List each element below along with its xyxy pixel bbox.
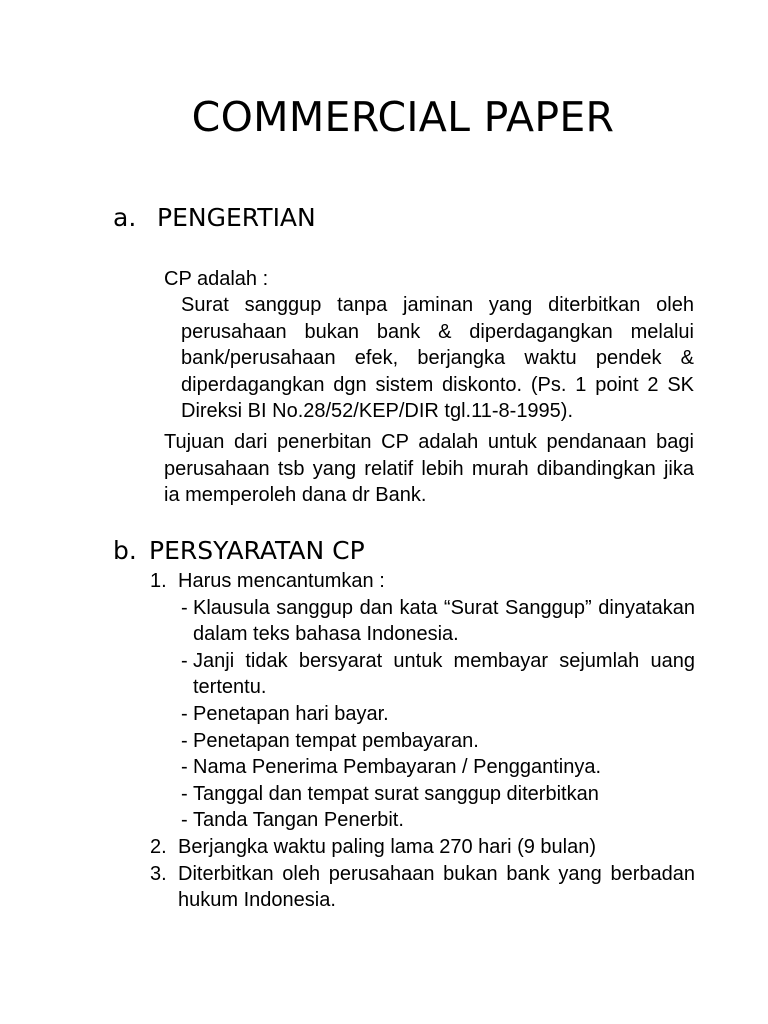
dash-bullet: - — [181, 756, 188, 779]
sub-requirement-item — [181, 781, 695, 808]
sub-requirement-item — [181, 807, 695, 834]
sub-requirement-text: Penetapan hari bayar. — [193, 702, 389, 725]
requirement-text: Diterbitkan oleh perusahaan bukan bank yang berbadan hukum Indonesia. — [178, 862, 695, 912]
dash-bullet: - — [181, 596, 188, 619]
page-title: COMMERCIAL PAPER — [191, 93, 615, 141]
requirement-sublist — [178, 595, 695, 834]
sub-requirement-item — [181, 754, 695, 781]
sub-requirement-item — [181, 648, 695, 701]
requirement-item — [150, 834, 695, 861]
cp-definition-label: CP adalah : — [164, 268, 269, 290]
requirement-number: 1. — [150, 570, 167, 592]
sub-requirement-item — [181, 595, 695, 648]
sub-requirement-text: Nama Penerima Pembayaran / Penggantinya. — [193, 756, 602, 779]
dash-bullet: - — [181, 809, 188, 832]
requirement-text: Berjangka waktu paling lama 270 hari (9 bulan) — [178, 835, 597, 858]
sub-requirement-text: Tanda Tangan Penerbit. — [193, 809, 404, 832]
sub-requirement-text: Penetapan tempat pembayaran. — [193, 729, 479, 752]
sub-requirement-text: Klausula sanggup dan kata “Surat Sanggup” dinyatakan dalam teks bahasa Indonesia. — [193, 596, 695, 646]
requirement-number: 2. — [150, 835, 167, 858]
requirement-number: 3. — [150, 862, 167, 885]
requirement-body — [178, 568, 695, 834]
sub-requirement-item — [181, 701, 695, 728]
section-a-marker: a. — [113, 203, 137, 232]
requirement-item — [150, 861, 695, 914]
dash-bullet: - — [181, 782, 188, 805]
requirements-list — [150, 568, 695, 914]
dash-bullet: - — [181, 702, 188, 725]
cp-definition-text: Surat sanggup tanpa jaminan yang diterbitkan oleh perusahaan bukan bank & diperdagangkan melalui bank/perusahaan efek, berjangka waktu pendek & diperdagangkan dgn sistem diskonto. (Ps. 1 point 2 SK Direksi BI No.28/52/KEP/DIR tgl.11-8-1995). — [181, 294, 694, 423]
dash-bullet: - — [181, 649, 188, 672]
section-b-heading — [113, 536, 365, 565]
section-b-heading-text: PERSYARATAN CP — [149, 536, 365, 565]
cp-purpose-text: Tujuan dari penerbitan CP adalah untuk pendanaan bagi perusahaan tsb yang relatif lebih murah dibandingkan jika ia memperoleh dana dr Bank. — [164, 431, 694, 507]
requirement-item — [150, 568, 695, 834]
section-a-heading-text: PENGERTIAN — [157, 203, 316, 232]
sub-requirement-item — [181, 728, 695, 755]
sub-requirement-text: Janji tidak bersyarat untuk membayar sejumlah uang tertentu. — [193, 649, 695, 699]
section-b-marker: b. — [113, 536, 137, 565]
dash-bullet: - — [181, 729, 188, 752]
section-a-heading — [113, 203, 316, 232]
requirement-text: Harus mencantumkan : — [178, 570, 385, 592]
sub-requirement-text: Tanggal dan tempat surat sanggup diterbitkan — [193, 782, 599, 805]
